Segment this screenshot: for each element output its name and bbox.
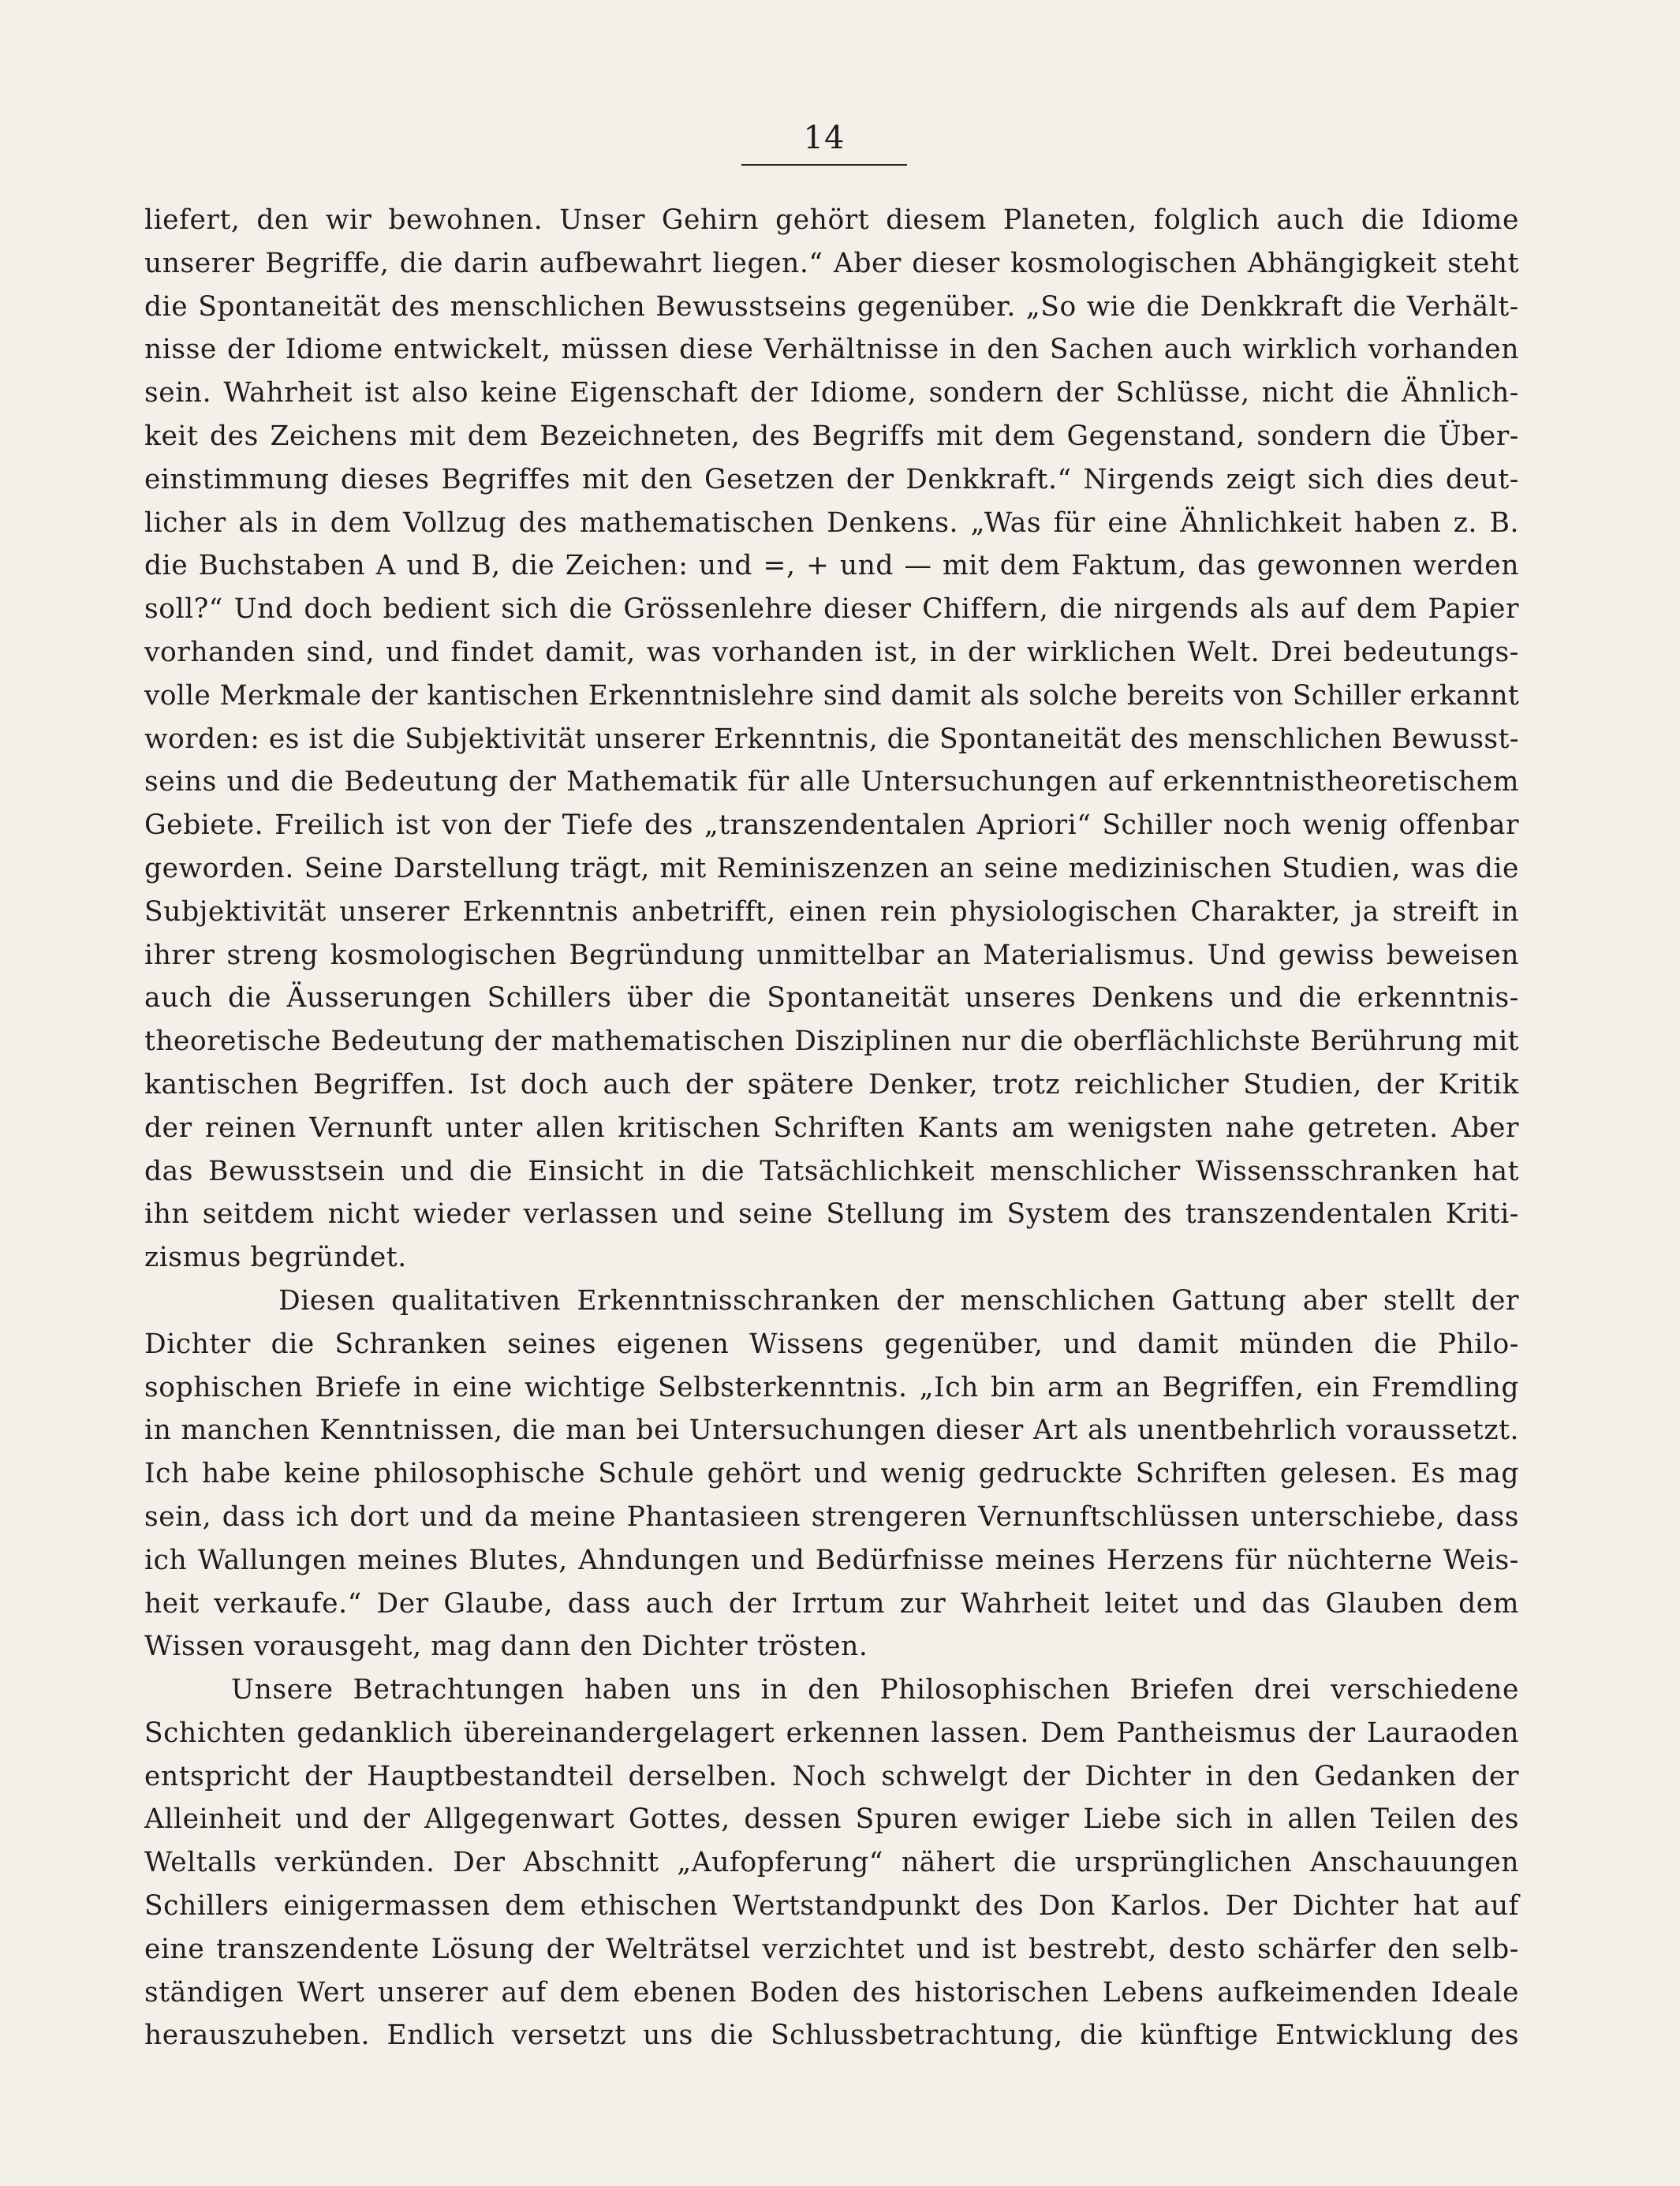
text-line: Schichten gedanklich übereinandergelagert erkennen lassen. Dem Pantheismus der Lauraoden — [144, 1717, 1519, 1749]
text-line: unserer Begriffe, die darin aufbewahrt liegen.“ Aber dieser kosmologischen Abhängigkeit steht — [144, 247, 1519, 279]
text-line: heit verkaufe.“ Der Glaube, dass auch der Irrtum zur Wahrheit leitet und das Glauben dem — [144, 1587, 1519, 1620]
text-line: Gebiete. Freilich ist von der Tiefe des „transzendentalen Apriori“ Schiller noch wenig offenbar — [144, 809, 1519, 842]
text-line: vorhanden sind, und findet damit, was vorhanden ist, in der wirklichen Welt. Drei bedeutungs- — [144, 636, 1519, 668]
text-line: sein, dass ich dort und da meine Phantasieen strengeren Vernunftschlüssen unterschiebe, dass — [144, 1500, 1519, 1533]
text-line: sein. Wahrheit ist also keine Eigenschaft der Idiome, sondern der Schlüsse, nicht die Ähnlich- — [144, 377, 1519, 409]
text-line: der reinen Vernunft unter allen kritischen Schriften Kants am wenigsten nahe getreten. Aber — [144, 1112, 1519, 1144]
text-line: keit des Zeichens mit dem Bezeichneten, des Begriffs mit dem Gegenstand, sondern die Über- — [144, 420, 1519, 452]
text-line: volle Merkmale der kantischen Erkenntnislehre sind damit als solche bereits von Schiller erkannt — [144, 679, 1519, 712]
text-line: Alleinheit und der Allgegenwart Gottes, dessen Spuren ewiger Liebe sich in allen Teilen des — [144, 1803, 1519, 1836]
text-line: entspricht der Hauptbestandteil derselben. Noch schwelgt der Dichter in den Gedanken der — [144, 1760, 1519, 1792]
text-line: licher als in dem Vollzug des mathematischen Denkens. „Was für eine Ähnlichkeit haben z. B. — [144, 506, 1519, 539]
text-line: Weltalls verkünden. Der Abschnitt „Aufopferung“ nähert die ursprünglichen Anschauungen — [144, 1847, 1519, 1879]
text-line: theoretische Bedeutung der mathematischen Disziplinen nur die oberflächlichste Berührung mit — [144, 1026, 1519, 1058]
text-line: Wissen vorausgeht, mag dann den Dichter trösten. — [144, 1631, 868, 1663]
text-line: herauszuheben. Endlich versetzt uns die Schlussbetrachtung, die künftige Entwicklung des — [144, 2020, 1519, 2052]
text-line: Schillers einigermassen dem ethischen Wertstandpunkt des Don Karlos. Der Dichter hat auf — [144, 1890, 1519, 1923]
text-line: in manchen Kenntnissen, die man bei Untersuchungen dieser Art als unentbehrlich voraussetzt. — [144, 1414, 1519, 1447]
text-line: Ich habe keine philosophische Schule gehört und wenig gedruckte Schriften gelesen. Es mag — [144, 1458, 1519, 1490]
text-line: das Bewusstsein und die Einsicht in die Tatsächlichkeit menschlicher Wissensschranken hat — [144, 1155, 1519, 1187]
text-line: ihn seitdem nicht wieder verlassen und seine Stellung im System des transzendentalen Kriti- — [144, 1198, 1519, 1231]
text-line: kantischen Begriffen. Ist doch auch der spätere Denker, trotz reichlicher Studien, der Kritik — [144, 1068, 1519, 1100]
text-line: ihrer streng kosmologischen Begründung unmittelbar an Materialismus. Und gewiss beweisen — [144, 939, 1519, 971]
body-text — [144, 199, 1519, 2057]
text-line: soll?“ Und doch bedient sich die Grössenlehre dieser Chiffern, die nirgends als auf dem Papier — [144, 593, 1519, 626]
text-line: seins und die Bedeutung der Mathematik für alle Untersuchungen auf erkenntnistheoretischem — [144, 766, 1519, 798]
text-line: die Spontaneität des menschlichen Bewusstseins gegenüber. „So wie die Denkkraft die Verhält- — [144, 290, 1519, 323]
text-line: Dichter die Schranken seines eigenen Wissens gegenüber, und damit münden die Philo- — [144, 1328, 1519, 1360]
text-line: ständigen Wert unserer auf dem ebenen Boden des historischen Lebens aufkeimenden Ideale — [144, 1976, 1519, 2009]
text-line: zismus begründet. — [144, 1242, 407, 1274]
text-line: Subjektivität unserer Erkenntnis anbetrifft, einen rein physiologischen Charakter, ja streift in — [144, 895, 1519, 928]
paragraph-start-line: Unsere Betrachtungen haben uns in den Philosophischen Briefen drei verschiedene — [231, 1674, 1519, 1706]
text-line: eine transzendente Lösung der Welträtsel verzichtet und ist bestrebt, desto schärfer den selb- — [144, 1933, 1519, 1965]
text-line: einstimmung dieses Begriffes mit den Gesetzen der Denkkraft.“ Nirgends zeigt sich dies deut- — [144, 463, 1519, 495]
text-line: nisse der Idiome entwickelt, müssen diese Verhältnisse in den Sachen auch wirklich vorhanden — [144, 334, 1519, 366]
text-line: die Buchstaben A und B, die Zeichen: und =, + und — mit dem Faktum, das gewonnen werden — [144, 550, 1519, 582]
text-line: ich Wallungen meines Blutes, Ahndungen und Bedürfnisse meines Herzens für nüchterne Weis- — [144, 1544, 1519, 1576]
text-line: sophischen Briefe in eine wichtige Selbsterkenntnis. „Ich bin arm an Begriffen, ein Fremdling — [144, 1371, 1519, 1403]
text-line: liefert, den wir bewohnen. Unser Gehirn gehört diesem Planeten, folglich auch die Idiome — [144, 204, 1519, 236]
page-number: 14 — [803, 120, 846, 156]
text-line: worden: es ist die Subjektivität unserer Erkenntnis, die Spontaneität des menschlichen Bewusst- — [144, 723, 1519, 755]
page-number-rule — [741, 164, 907, 166]
paragraph-start-line: Diesen qualitativen Erkenntnisschranken der menschlichen Gattung aber stellt der — [278, 1284, 1519, 1317]
text-line: auch die Äusserungen Schillers über die Spontaneität unseres Denkens und die erkenntnis- — [144, 982, 1519, 1015]
text-line: geworden. Seine Darstellung trägt, mit Reminiszenzen an seine medizinischen Studien, was die — [144, 852, 1519, 884]
